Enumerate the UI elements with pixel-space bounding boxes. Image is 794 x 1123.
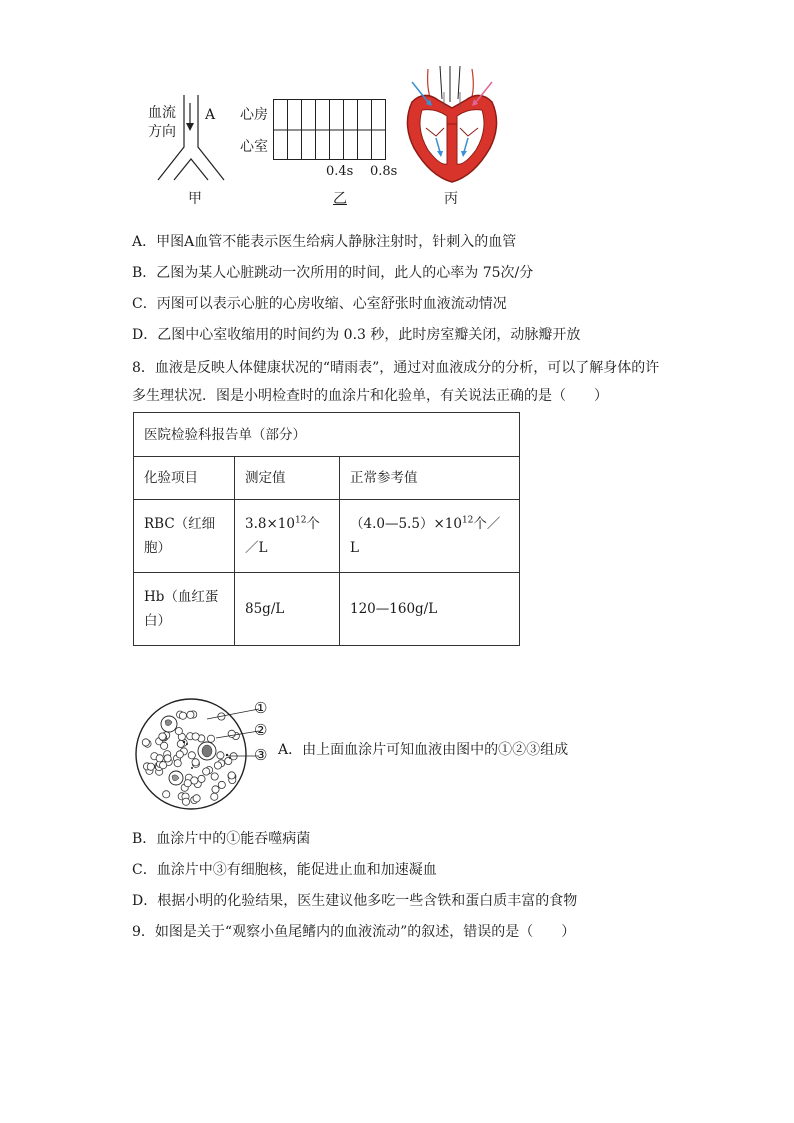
rbc-measured-unit: 个／L: [245, 516, 320, 556]
report-title: 医院检验科报告单（部分）: [134, 413, 520, 457]
rbc-normal: [340, 500, 520, 573]
red-blood-cell: [212, 786, 219, 793]
red-blood-cell: [176, 751, 183, 758]
hb-item-line2: 白）: [144, 613, 171, 629]
yi-tick-08s: 0.8s: [370, 164, 398, 179]
header-measured: 测定值: [235, 457, 340, 500]
yi-cycle-grid: [273, 99, 389, 163]
red-blood-cell: [182, 798, 189, 805]
jia-vessel-diagram: [150, 95, 240, 195]
table-row: [134, 573, 520, 646]
jia-label-a: A: [205, 107, 216, 123]
yi-atrium-label: 心房: [240, 107, 268, 123]
q8-stem-line1: 8．血液是反映人体健康状况的“晴雨表”，通过对血液成分的分析，可以了解身体的许: [132, 360, 660, 376]
red-blood-cell: [142, 739, 149, 746]
table-row: [134, 500, 520, 573]
rbc-normal-unit: 个／L: [350, 516, 501, 556]
red-blood-cell: [203, 768, 210, 775]
header-item: 化验项目: [134, 457, 235, 500]
red-blood-cell: [214, 762, 221, 769]
smear-label-2: ②: [254, 721, 268, 739]
red-blood-cell: [188, 752, 195, 759]
red-blood-cell: [175, 728, 182, 735]
rbc-normal-base: （4.0—5.5）×10: [350, 516, 462, 532]
red-blood-cell: [147, 763, 154, 770]
red-blood-cell: [218, 781, 225, 788]
red-blood-cell: [179, 712, 186, 719]
smear-label-1: ①: [254, 699, 268, 717]
q9-stem: 9．如图是关于“观察小鱼尾鳍内的血液流动”的叙述，错误的是（ ）: [132, 924, 576, 940]
q8-stem-line2: 多生理状况．图是小明检查时的血涂片和化验单，有关说法正确的是（ ）: [132, 388, 608, 404]
red-blood-cell: [187, 711, 194, 718]
red-blood-cell: [161, 742, 168, 749]
rbc-measured: [235, 500, 340, 573]
red-blood-cell: [228, 772, 235, 779]
rbc-item-line2: 胞）: [144, 540, 171, 556]
rbc-measured-exp: 12: [294, 515, 307, 526]
lab-report-table: [133, 412, 520, 646]
yi-caption: 乙: [333, 191, 347, 207]
header-normal: 正常参考值: [340, 457, 520, 500]
red-blood-cell: [160, 762, 167, 769]
hb-item: [134, 573, 235, 646]
q8-option-b: B．血涂片中的①能吞噬病菌: [132, 831, 311, 847]
rbc-measured-base: 3.8×10: [245, 516, 295, 532]
q7-option-d: D．乙图中心室收缩用的时间约为 0.3 秒，此时房室瓣关闭，动脉瓣开放: [132, 327, 581, 343]
red-blood-cell: [228, 730, 235, 737]
white-blood-cell: [161, 716, 177, 732]
red-blood-cell: [163, 791, 170, 798]
jia-blood-flow-label-2: 方向: [148, 124, 176, 140]
red-blood-cell: [159, 733, 166, 740]
red-blood-cell: [192, 733, 199, 740]
q8-option-c: C．血涂片中③有细胞核，能促进止血和加速凝血: [132, 862, 437, 878]
q7-option-b: B．乙图为某人心脏跳动一次所用的时间，此人的心率为 75次/分: [132, 265, 534, 281]
red-blood-cell: [193, 795, 200, 802]
red-blood-cell: [217, 752, 224, 759]
q8-option-a: A．由上面血涂片可知血液由图中的①②③组成: [278, 742, 569, 758]
yi-tick-04s: 0.4s: [326, 164, 354, 179]
red-blood-cell: [211, 793, 218, 800]
red-blood-cell: [156, 755, 163, 762]
hb-measured: 85g/L: [235, 573, 340, 646]
hb-item-line1: Hb（血红蛋: [144, 589, 219, 605]
q7-option-c: C．丙图可以表示心脏的心房收缩、心室舒张时血液流动情况: [132, 296, 507, 312]
rbc-normal-exp: 12: [461, 515, 474, 526]
red-blood-cell: [198, 775, 205, 782]
table-row: [134, 413, 520, 457]
hb-normal: 120—160g/L: [340, 573, 520, 646]
red-blood-cell: [191, 777, 198, 784]
q7-option-a: A．甲图A血管不能表示医生给病人静脉注射时，针刺入的血管: [132, 234, 517, 250]
jia-blood-flow-label-1: 血流: [148, 105, 176, 121]
jia-caption: 甲: [188, 191, 202, 207]
red-blood-cell: [211, 773, 218, 780]
q8-option-d: D．根据小明的化验结果，医生建议他多吃一些含铁和蛋白质丰富的食物: [132, 893, 578, 909]
smear-label-3: ③: [254, 746, 268, 764]
table-row: [134, 457, 520, 500]
red-blood-cell: [192, 759, 199, 766]
bing-caption: 丙: [444, 191, 458, 207]
red-blood-cell: [207, 735, 214, 742]
rbc-item: [134, 500, 235, 573]
red-blood-cell: [184, 780, 191, 787]
red-blood-cell: [174, 760, 181, 767]
rbc-item-line1: RBC（红细: [144, 516, 216, 532]
bing-heart-diagram: [400, 64, 504, 184]
white-blood-cell: [198, 742, 216, 760]
white-blood-cell: [169, 771, 183, 785]
yi-ventricle-label: 心室: [240, 139, 268, 155]
red-blood-cell: [164, 755, 171, 762]
